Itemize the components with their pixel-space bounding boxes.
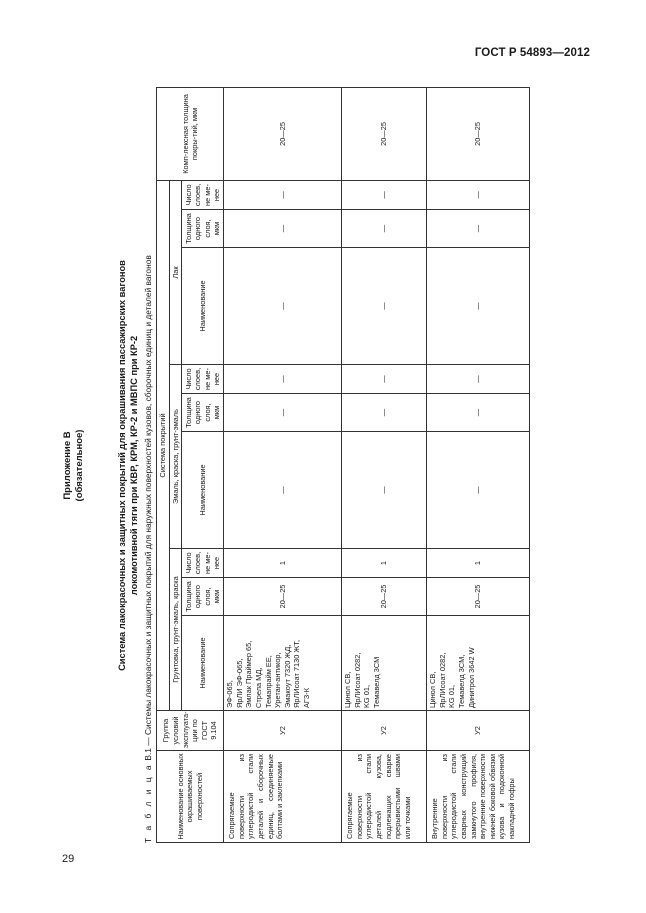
row-primer-layers: 1 [342,549,427,578]
row-enamel-layers: — [224,365,342,394]
row-primer-thickness: 20—25 [427,578,530,616]
table-row [342,87,427,842]
coating-systems-table [156,87,530,843]
col-surface-header: Наименование основных окрашиваемых поверхностей [157,751,224,843]
row-primer-name: ЭФ-065, ЯрЛИ ЭФ-065, Эмлак Праймер 65, Стрела МД, Темапрайм ЕЕ, Уретан-антикор, Эмакоут 7320 ЖД, ЯрЛИсоат 7130 ЖТ, АГЗ-К [224,616,342,711]
row-lacquer-thickness: — [224,210,342,248]
col-primer-layers-header: Число слоев, не ме-нее [182,549,224,578]
col-enamel-name-header: Наименование [182,432,224,549]
row-enamel-layers: — [427,365,530,394]
col-primer-thickness-header: Толщина одного слоя, мкм [182,578,224,616]
row-lacquer-thickness: — [427,210,530,248]
row-surface: Сопрягаемые поверхности из углеродистой стали деталей и сборочных единиц, соединяемые болтами и заклепками [224,751,342,843]
col-system-header: Система покрытий [157,180,170,710]
page-number: 29 [62,853,75,865]
row-enamel-name: — [342,432,427,549]
col-lacquer-layers-header: Число слоев, не ме-нее [182,180,224,209]
table-row [427,87,530,842]
row-primer-thickness: 20—25 [224,578,342,616]
col-primer-name-header: Наименование [182,616,224,711]
row-primer-name: Цинол СВ, ЯрЛИсоат 0282, KG 01, Темавелд 3СМ, Динитрол 3642 W [427,616,530,711]
col-total-header: Комп-лексная толщина покры-тий, мкм [157,87,224,180]
rotated-page-content [62,88,562,843]
row-primer-thickness: 20—25 [342,578,427,616]
standard-header: ГОСТ Р 54893—2012 [474,47,590,59]
table-caption [143,88,154,843]
row-surface: Сопрягаемые поверхности из углеродистой стали деталей кузова, подлежащих сварке прерывистыми швами или точками [342,751,427,843]
system-title-line1: Система лакокрасочных и защитных покрытий для окрашивания пассажирских вагонов [117,260,127,671]
row-enamel-thickness: — [342,394,427,432]
row-group: У2 [342,711,427,751]
table-caption-text: В.1 — Системы лакокрасочных и защитных покрытий для наружных поверхностей кузовов, сборочных единиц и деталей вагонов [143,255,153,761]
row-surface: Внутренние поверхности из углеродистой стали сварных конструкций замкнутого профиля, внутренние поверхности нижней боковой обвязки кузова и подоконной накладной гофры [427,751,530,843]
table-caption-prefix: Т а б л и ц а [143,762,153,843]
annex-heading [62,88,86,843]
row-total: 20—25 [224,87,342,180]
row-lacquer-layers: — [342,180,427,209]
row-group: У2 [224,711,342,751]
row-enamel-layers: — [342,365,427,394]
row-lacquer-name: — [224,248,342,365]
row-primer-layers: 1 [224,549,342,578]
col-primer-group-header: Грунтовка, грунт-эмаль, краска [169,549,182,711]
col-group-header: Группа условий эксплуата-ции по ГОСТ 9.104 [157,711,224,751]
col-enamel-thickness-header: Толщина одного слоя, мкм [182,394,224,432]
row-lacquer-name: — [342,248,427,365]
annex-status: (обязательное) [74,429,85,502]
row-enamel-thickness: — [224,394,342,432]
row-total: 20—25 [427,87,530,180]
row-lacquer-layers: — [224,180,342,209]
col-lacquer-group-header: Лак [169,180,182,364]
table-row [224,87,342,842]
row-enamel-name: — [427,432,530,549]
system-title [116,88,140,843]
row-lacquer-name: — [427,248,530,365]
row-total: 20—25 [342,87,427,180]
row-lacquer-thickness: — [342,210,427,248]
col-lacquer-name-header: Наименование [182,248,224,365]
system-title-line2: локомотивной тяги при КВР, КРМ, КР-2 и МВПС при КР-2 [129,335,139,596]
col-enamel-group-header: Эмаль, краска, грунт-эмаль [169,365,182,549]
annex-title: Приложение В [62,431,73,500]
row-enamel-name: — [224,432,342,549]
row-primer-layers: 1 [427,549,530,578]
row-primer-name: Цинол СВ, ЯрЛИсоат 0282, KG 01, Темавелд 3СМ [342,616,427,711]
col-lacquer-thickness-header: Толщина одного слоя, мкм [182,210,224,248]
col-enamel-layers-header: Число слоев, не ме-нее [182,365,224,394]
row-group: У2 [427,711,530,751]
row-lacquer-layers: — [427,180,530,209]
row-enamel-thickness: — [427,394,530,432]
